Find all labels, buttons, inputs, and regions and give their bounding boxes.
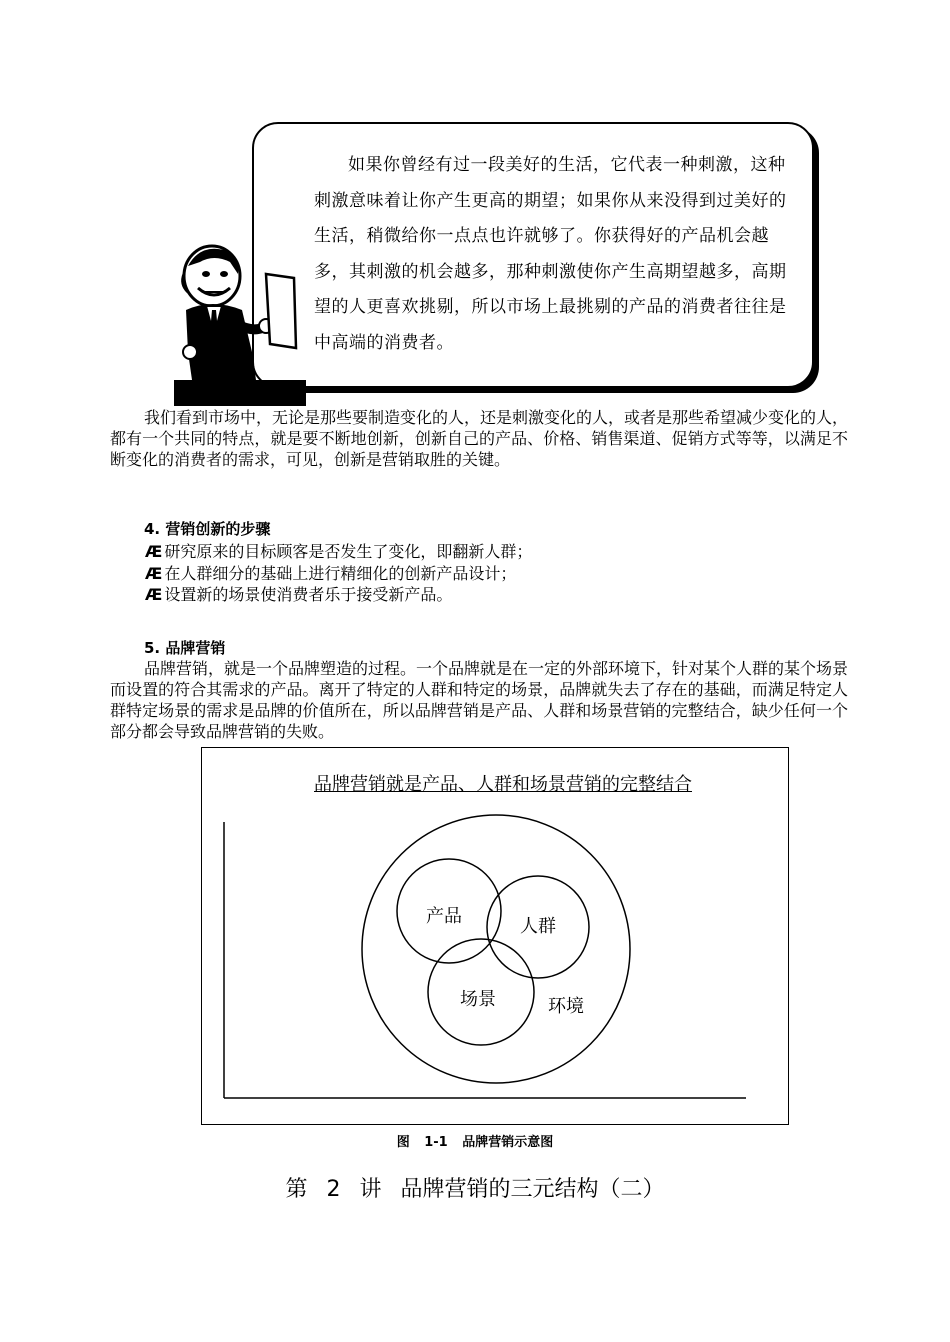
bullet-marker: Æ [145, 585, 163, 604]
product-label: 产品 [426, 906, 462, 927]
figure-title: 品牌营销就是产品、人群和场景营销的完整结合 [314, 774, 692, 795]
environment-label: 环境 [548, 996, 584, 1017]
section-5-heading: 5. 品牌营销 [144, 639, 226, 657]
bullet-marker: Æ [145, 563, 163, 583]
list-item [145, 541, 845, 563]
section-4-heading: 4. 营销创新的步骤 [144, 520, 271, 538]
list-item-text: 设置新的场景使消费者乐于接受新产品。 [164, 585, 453, 604]
brand-marketing-figure [201, 747, 789, 1125]
list-item [145, 584, 845, 606]
scene-label: 场景 [460, 989, 496, 1010]
paragraph-brand-marketing: 品牌营销，就是一个品牌塑造的过程。一个品牌就是在一定的外部环境下，针对某个人群的某个场景而设置的符合其需求的产品。离开了特定的人群和特定的场景，品牌就失去了存在的基础，而满足特定人群特定场景的需求是品牌的价值所在，所以品牌营销是产品、人群和场景营销的完整结合，缺少任何一个部分都会导致品牌营销的失败。 [110, 659, 849, 741]
callout-text: 如果你曾经有过一段美好的生活，它代表一种刺激，这种刺激意味着让你产生更高的期望；如果你从来没得到过美好的生活，稍微给你一点点也许就够了。你获得好的产品机会越多，其刺激的机会越多，那种刺激使你产生高期望越多，高期望的人更喜欢挑剔，所以市场上最挑剔的产品的消费者往往是中高端的消费者。 [314, 155, 787, 353]
figure-caption: 图 1-1 品牌营销示意图 [396, 1135, 554, 1150]
paragraph-innovation: 我们看到市场中，无论是那些要制造变化的人，还是刺激变化的人，或者是那些希望减少变化的人，都有一个共同的特点，就是要不断地创新，创新自己的产品、价格、销售渠道、促销方式等等，以满足不断变化的消费者的需求，可见，创新是营销取胜的关键。 [110, 408, 849, 469]
cartoon-presenter-illustration [170, 240, 310, 406]
people-label: 人群 [520, 916, 556, 937]
bullet-marker: Æ [145, 542, 163, 561]
innovation-steps-list [145, 541, 845, 606]
list-item-text: 在人群细分的基础上进行精细化的创新产品设计； [164, 563, 517, 583]
list-item [145, 563, 845, 585]
lecture-title: 第 2 讲 品牌营销的三元结构（二） [285, 1177, 665, 1202]
venn-diagram [202, 748, 790, 1126]
list-item-text: 研究原来的目标顾客是否发生了变化，即翻新人群； [164, 542, 533, 561]
quote-callout-box [252, 122, 814, 388]
